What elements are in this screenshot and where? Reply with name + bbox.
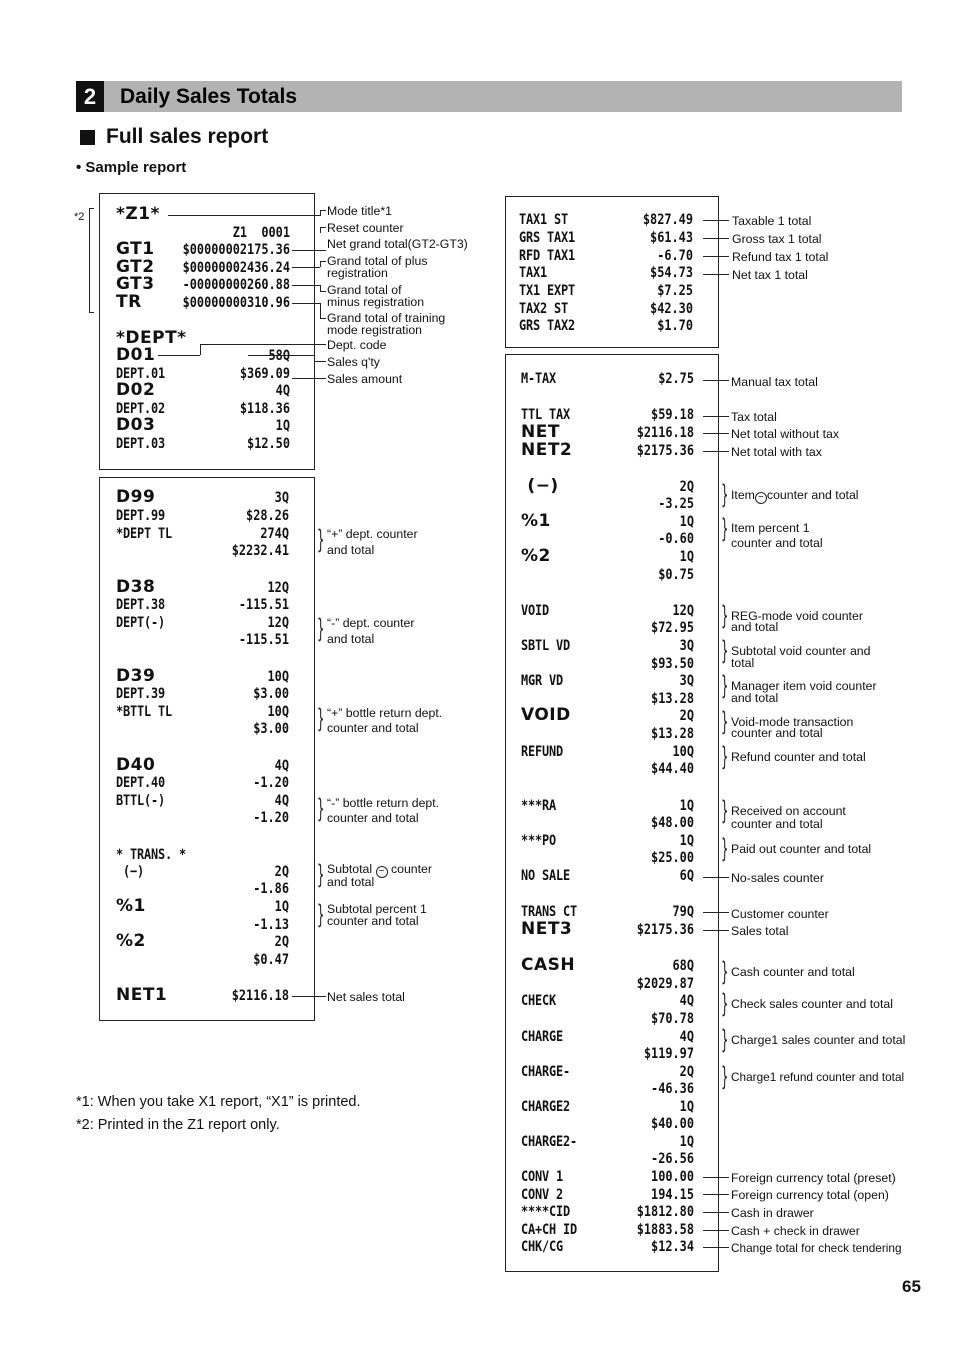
z1-bracket-line (89, 208, 90, 312)
receipt1-line-value: 1Q (275, 418, 290, 434)
note-gt-plus-1: Grand total of plus (327, 254, 428, 268)
receipt2-line-value: $2116.18 (231, 988, 289, 1004)
brace-icon: } (721, 796, 729, 826)
receipt2-line-label: %2 (116, 931, 146, 951)
receipt4-line-value: 194.15 (651, 1187, 694, 1203)
note-chk-cg: Change total for check tendering (731, 1241, 902, 1255)
leader-line (703, 238, 729, 239)
receipt2-line-label: BTTL(-) (116, 793, 165, 809)
note-refund-tax1: Refund tax 1 total (732, 250, 829, 264)
z1-bracket-bottom (89, 312, 94, 313)
note-net-tax1: Net tax 1 total (732, 268, 808, 282)
receipt3-line-value: $42.30 (650, 301, 693, 317)
receipt1-line-label: *Z1* (116, 204, 160, 224)
brace-icon: } (317, 794, 325, 824)
note-void-mode-1: Void-mode transaction (731, 715, 854, 729)
receipt4-line-label: CONV 1 (521, 1169, 563, 1185)
receipt2-line-value: -1.13 (253, 917, 289, 933)
note-net-without-tax: Net total without tax (731, 427, 839, 441)
receipt1-line-value: 4Q (275, 383, 290, 399)
leader-line (320, 303, 321, 319)
receipt4-line-label: TTL TAX (521, 407, 570, 423)
receipt4-line-value: 6Q (679, 868, 694, 884)
receipt4-line-label: CA+CH ID (521, 1222, 577, 1238)
receipt1-line-label: DEPT.01 (116, 366, 165, 382)
brace-icon: } (317, 860, 325, 890)
circle-minus-icon: − (755, 492, 767, 504)
receipt3-line-label: TX1 EXPT (519, 283, 575, 299)
receipt1-line-value: Z1 0001 (232, 225, 290, 241)
receipt4-line-value: $2029.87 (636, 976, 694, 992)
receipt1-line-value: $00000000310.96 (182, 295, 290, 311)
receipt2-line-value: -1.86 (253, 881, 289, 897)
receipt4-line-value: $2175.36 (636, 443, 694, 459)
receipt4-line-value: $25.00 (651, 850, 694, 866)
leader-line (703, 877, 729, 878)
receipt3-line-value: $61.43 (650, 230, 693, 246)
leader-line (703, 930, 729, 931)
note-plus-dept-2: and total (327, 543, 375, 557)
receipt2-line-label: DEPT.40 (116, 775, 165, 791)
leader-line (320, 261, 326, 262)
receipt2-line-value: $28.26 (246, 508, 289, 524)
receipt4-line-label: REFUND (521, 744, 563, 760)
brace-icon: } (721, 834, 729, 864)
receipt4-line-label: CHARGE2- (521, 1134, 577, 1150)
receipt2-line-value: 10Q (267, 669, 289, 685)
receipt2-line-label: DEPT.38 (116, 597, 165, 613)
receipt4-line-value: 1Q (679, 549, 694, 565)
receipt4-line-value: 3Q (679, 638, 694, 654)
leader-line (703, 1177, 729, 1178)
receipt2-line-value: $2232.41 (231, 543, 289, 559)
receipt4-line-value: $2175.36 (636, 922, 694, 938)
note-reset-counter: Reset counter (327, 221, 404, 235)
leader-line (703, 451, 729, 452)
leader-line (703, 1230, 729, 1231)
receipt1-line-label: D02 (116, 380, 156, 400)
note-ra-1: Received on account (731, 804, 846, 818)
note-manual-tax: Manual tax total (731, 375, 818, 389)
brace-icon: } (721, 1062, 729, 1092)
receipt4-line-value: $13.28 (651, 691, 694, 707)
receipt1-line-value: -00000000260.88 (182, 277, 290, 293)
receipt3-line-value: $1.70 (657, 318, 693, 334)
note-refund: Refund counter and total (731, 750, 866, 764)
leader-line (200, 344, 201, 355)
receipt3-line-label: GRS TAX1 (519, 230, 575, 246)
leader-line (314, 361, 326, 362)
receipt4-line-label: CHARGE2 (521, 1099, 570, 1115)
brace-icon: } (721, 707, 729, 737)
note-minus-dept-1: “-” dept. counter (327, 616, 415, 630)
receipt3-line-label: RFD TAX1 (519, 248, 575, 264)
note-plus-bottle-1: “+” bottle return dept. (327, 706, 443, 720)
receipt3-line-value: $54.73 (650, 265, 693, 281)
note-subtotal-label: Subtotal (327, 862, 373, 876)
receipt2-line-label: DEPT(-) (116, 615, 165, 631)
receipt1-line-value: $369.09 (239, 366, 290, 382)
note-item-pct-1: Item percent 1 (731, 521, 810, 535)
leader-line (703, 912, 729, 913)
receipt2-line-value: 12Q (267, 615, 289, 631)
leader-line (200, 344, 326, 345)
leader-line (703, 1194, 729, 1195)
brace-icon: } (721, 601, 729, 631)
receipt4-line-label: SBTL VD (521, 638, 570, 654)
receipt3-line-label: TAX2 ST (519, 301, 568, 317)
note-sales-amount: Sales amount (327, 372, 403, 386)
receipt4-line-value: -46.36 (651, 1081, 694, 1097)
receipt2-line-label: D99 (116, 487, 156, 507)
note-gt-training-1: Grand total of training (327, 311, 446, 325)
note-conv-open: Foreign currency total (open) (731, 1188, 889, 1202)
receipt4-line-label: NET2 (521, 440, 573, 460)
note-plus-dept-1: “+” dept. counter (327, 527, 418, 541)
receipt1-line-label: D03 (116, 415, 156, 435)
receipt1-line-label: GT3 (116, 274, 155, 294)
note-subtotal-counter: counter (390, 862, 432, 876)
receipt4-line-value: $2116.18 (636, 425, 694, 441)
receipt4-line-label: CHK/CG (521, 1239, 563, 1255)
receipt4-line-value: 2Q (679, 708, 694, 724)
receipt4-line-value: 2Q (679, 479, 694, 495)
receipt4-line-label: %1 (521, 511, 551, 531)
leader-line (292, 303, 320, 304)
receipt4-line-value: 100.00 (651, 1169, 694, 1185)
brace-icon: } (721, 480, 729, 510)
section-number: 2 (76, 81, 104, 112)
receipt4-line-value: 4Q (679, 1029, 694, 1045)
receipt4-line-value: 4Q (679, 993, 694, 1009)
receipt4-line-label: TRANS CT (521, 904, 577, 920)
brace-icon: } (317, 525, 325, 555)
note-net-with-tax: Net total with tax (731, 445, 822, 459)
receipt2-line-label: *DEPT TL (116, 526, 172, 542)
note-charge1: Charge1 sales counter and total (731, 1033, 906, 1047)
note-sbtl-void-2: total (731, 656, 755, 670)
receipt4-line-value: 1Q (679, 833, 694, 849)
receipt4-line-value: 2Q (679, 1064, 694, 1080)
receipt2-line-label: DEPT.99 (116, 508, 165, 524)
receipt1-line-label: DEPT.03 (116, 436, 165, 452)
note-sales-qty: Sales q'ty (327, 355, 380, 369)
leader-line (248, 355, 314, 356)
receipt1-line-value: $00000002175.36 (182, 242, 290, 258)
footnote-2: *2: Printed in the Z1 report only. (76, 1117, 280, 1133)
receipt2-line-value: -115.51 (238, 597, 289, 613)
note-no-sales: No-sales counter (731, 871, 824, 885)
note-sbtl-void-1: Subtotal void counter and (731, 644, 871, 658)
note-item-pct-2: counter and total (731, 536, 823, 550)
leader-line (703, 220, 729, 221)
receipt4-line-value: $59.18 (651, 407, 694, 423)
receipt2-line-label: %1 (116, 896, 146, 916)
receipt2-line-label: * TRANS. * (116, 847, 186, 863)
note-subtotal-pct-2: counter and total (327, 914, 419, 928)
note-minus-dept-2: and total (327, 632, 375, 646)
receipt1-line-value: 58Q (268, 348, 290, 364)
receipt2-line-value: 10Q (267, 704, 289, 720)
subsection-title: Full sales report (106, 125, 269, 148)
note-paid-out: Paid out counter and total (731, 842, 872, 856)
receipt2-line-value: -115.51 (238, 632, 289, 648)
note-subtotal-minus-2: and total (327, 875, 375, 889)
receipt4-line-label: NO SALE (521, 868, 570, 884)
receipt1-line-value: $118.36 (239, 401, 290, 417)
leader-line (292, 285, 320, 286)
note-gt-minus-2: minus registration (327, 295, 425, 309)
receipt2-line-value: -1.20 (253, 775, 289, 791)
leader-line (320, 227, 326, 228)
receipt4-line-value: $1812.80 (636, 1204, 694, 1220)
leader-line (703, 256, 729, 257)
note-conv-preset: Foreign currency total (preset) (731, 1171, 896, 1185)
leader-line (703, 1212, 729, 1213)
note-dept-code: Dept. code (327, 338, 387, 352)
z1-only-marker: *2 (74, 211, 85, 223)
note-item-label: Item (731, 488, 755, 502)
receipt1-line-label: DEPT.02 (116, 401, 165, 417)
brace-icon: } (317, 704, 325, 734)
receipt4-line-value: 1Q (679, 798, 694, 814)
receipt1-line-label: *DEPT* (116, 328, 187, 348)
footnote-1: *1: When you take X1 report, “X1” is printed. (76, 1094, 361, 1110)
receipt2-line-value: 4Q (274, 758, 289, 774)
note-item-minus (731, 489, 859, 504)
brace-icon: } (317, 900, 325, 930)
note-net-sales-total: Net sales total (327, 990, 405, 1004)
note-minus-bottle-1: “-” bottle return dept. (327, 796, 440, 810)
receipt2-line-label: NET1 (116, 985, 168, 1005)
leader-line (703, 274, 729, 275)
receipt2-line-value: $3.00 (253, 686, 289, 702)
note-gt-training-2: mode registration (327, 323, 423, 337)
receipt4-line-label: CHARGE (521, 1029, 563, 1045)
receipt4-line-value: $70.78 (651, 1011, 694, 1027)
receipt4-line-label: VOID (521, 705, 571, 725)
note-mode-title: Mode title*1 (327, 204, 392, 218)
receipt4-line-value: $44.40 (651, 761, 694, 777)
receipt4-line-label: CASH (521, 955, 576, 975)
receipt2-line-label: DEPT.39 (116, 686, 165, 702)
receipt4-line-value: 1Q (679, 1099, 694, 1115)
receipt4-line-value: 79Q (672, 904, 694, 920)
receipt4-line-value: 10Q (672, 744, 694, 760)
note-plus-bottle-2: counter and total (327, 721, 419, 735)
receipt4-line-value: $0.75 (658, 567, 694, 583)
brace-icon: } (721, 957, 729, 987)
brace-icon: } (317, 614, 325, 644)
receipt1-line-label: GT2 (116, 257, 155, 277)
brace-icon: } (721, 1025, 729, 1055)
receipt3-line-value: -6.70 (657, 248, 693, 264)
receipt4-line-value: $13.28 (651, 726, 694, 742)
receipt4-line-value: 3Q (679, 673, 694, 689)
note-reg-void-1: REG-mode void counter (731, 609, 863, 623)
leader-line (703, 416, 729, 417)
receipt3-line-label: GRS TAX2 (519, 318, 575, 334)
page-number: 65 (902, 1277, 921, 1296)
leader-line (292, 378, 326, 379)
receipt4-line-value: -3.25 (658, 496, 694, 512)
receipt4-line-label: %2 (521, 546, 551, 566)
note-cash: Cash counter and total (731, 965, 855, 979)
note-minus-bottle-2: counter and total (327, 811, 419, 825)
leader-line (158, 355, 200, 356)
leader-line (320, 291, 326, 292)
receipt4-line-label: CONV 2 (521, 1187, 563, 1203)
receipt2-line-value: 12Q (267, 580, 289, 596)
note-item-counter: counter and total (766, 488, 859, 502)
receipt2-line-label: *BTTL TL (116, 704, 172, 720)
note-tax-total: Tax total (731, 410, 777, 424)
leader-line (320, 318, 326, 319)
receipt3-line-value: $7.25 (657, 283, 693, 299)
receipt4-line-value: 12Q (672, 603, 694, 619)
receipt2-line-value: 1Q (274, 899, 289, 915)
receipt4-line-value: 68Q (672, 958, 694, 974)
receipt1-line-label: TR (116, 292, 142, 312)
note-subtotal-pct-1: Subtotal percent 1 (327, 902, 427, 916)
receipt1-line-value: $00000002436.24 (182, 260, 290, 276)
note-check: Check sales counter and total (731, 997, 894, 1011)
leader-line (320, 210, 326, 211)
receipt2-line-value: 3Q (274, 490, 289, 506)
receipt2-line-label: D40 (116, 755, 156, 775)
receipt3-line-label: TAX1 (519, 265, 547, 281)
leader-line (703, 380, 729, 381)
note-reg-void-2: and total (731, 620, 779, 634)
receipt2-line-value: 2Q (274, 934, 289, 950)
receipt4-line-value: 1Q (679, 1134, 694, 1150)
receipt4-line-label: M-TAX (521, 371, 556, 387)
leader-line (703, 433, 729, 434)
receipt1-line-value: $12.50 (247, 436, 290, 452)
sample-report-label: • Sample report (76, 159, 187, 176)
receipt4-line-label: NET (521, 422, 560, 442)
receipt4-line-value: $93.50 (651, 656, 694, 672)
note-gt-plus-2: registration (327, 266, 388, 280)
receipt1-line-label: D01 (116, 345, 156, 365)
receipt4-line-label: MGR VD (521, 673, 563, 689)
receipt4-line-value: $48.00 (651, 815, 694, 831)
circle-minus-icon: − (376, 866, 388, 878)
receipt4-line-label: ***RA (521, 798, 556, 814)
receipt4-line-label: ****CID (521, 1204, 570, 1220)
section-header-bar (76, 81, 902, 112)
note-ra-2: counter and total (731, 817, 823, 831)
receipt4-line-value: $1883.58 (636, 1222, 694, 1238)
receipt4-line-value: -0.60 (658, 531, 694, 547)
receipt4-line-label: CHARGE- (521, 1064, 570, 1080)
receipt2-line-value: $3.00 (253, 721, 289, 737)
square-bullet-icon (80, 130, 95, 145)
receipt4-line-label: ***PO (521, 833, 556, 849)
leader-line (168, 215, 320, 216)
receipt4-line-value: $40.00 (651, 1116, 694, 1132)
leader-line (703, 1247, 729, 1248)
receipt2-line-value: 2Q (274, 864, 289, 880)
receipt2-line-value: -1.20 (253, 810, 289, 826)
receipt2-line-value: 4Q (274, 793, 289, 809)
receipt4-line-value: 1Q (679, 514, 694, 530)
note-net-grand-total: Net grand total(GT2-GT3) (327, 237, 468, 251)
note-mgr-void-2: and total (731, 691, 779, 705)
receipt4-line-label: NET3 (521, 919, 573, 939)
note-void-mode-2: counter and total (731, 726, 823, 740)
note-gross-tax1: Gross tax 1 total (732, 232, 822, 246)
receipt1-line-label: GT1 (116, 239, 155, 259)
receipt3-line-value: $827.49 (642, 212, 693, 228)
note-customer-counter: Customer counter (731, 907, 829, 921)
receipt3-line-label: TAX1 ST (519, 212, 568, 228)
note-cid: Cash in drawer (731, 1206, 814, 1220)
receipt4-line-label: CHECK (521, 993, 556, 1009)
brace-icon: } (721, 636, 729, 666)
section-title: Daily Sales Totals (120, 85, 298, 108)
note-taxable1: Taxable 1 total (732, 214, 812, 228)
leader-line (292, 250, 326, 251)
note-sales-total: Sales total (731, 924, 789, 938)
receipt2-line-value: 274Q (260, 526, 289, 542)
brace-icon: } (721, 514, 729, 544)
brace-icon: } (721, 671, 729, 701)
receipt2-line-label: D38 (116, 577, 156, 597)
note-charge1-refund: Charge1 refund counter and total (731, 1070, 905, 1084)
brace-icon: } (721, 742, 729, 772)
receipt4-line-label: (−) (521, 476, 559, 496)
note-gt-minus-1: Grand total of (327, 283, 402, 297)
receipt4-line-value: -26.56 (651, 1151, 694, 1167)
receipt2-line-value: $0.47 (253, 952, 289, 968)
brace-icon: } (721, 989, 729, 1019)
receipt4-line-label: VOID (521, 603, 549, 619)
receipt4-line-value: $2.75 (658, 371, 694, 387)
z1-bracket-top (89, 208, 94, 209)
note-cach-id: Cash + check in drawer (731, 1224, 860, 1238)
receipt4-line-value: $72.95 (651, 620, 694, 636)
receipt2-line-label: D39 (116, 666, 156, 686)
receipt2-line-label: (−) (116, 864, 144, 880)
receipt4-line-value: $12.34 (651, 1239, 694, 1255)
receipt4-line-value: $119.97 (643, 1046, 694, 1062)
note-mgr-void-1: Manager item void counter (731, 679, 877, 693)
leader-line (292, 267, 320, 268)
leader-line (292, 996, 326, 997)
